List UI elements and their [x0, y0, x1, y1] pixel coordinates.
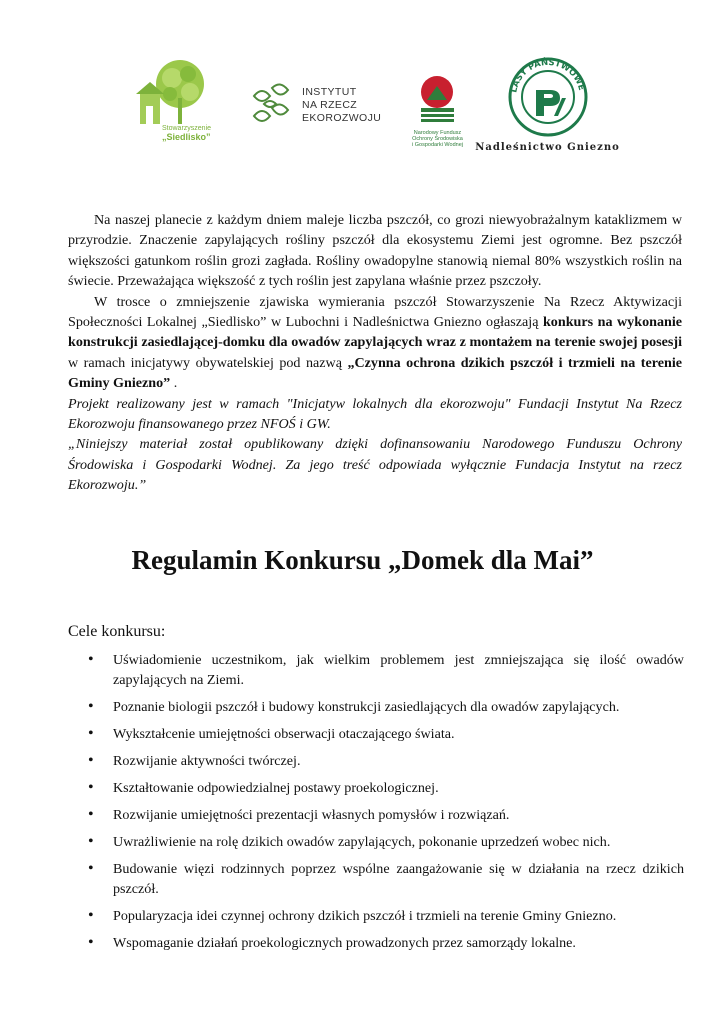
nfos-line1: Narodowy Fundusz [413, 130, 462, 136]
leaf-cluster-icon [248, 82, 294, 130]
list-item: • Budowanie więzi rodzinnych poprzez wspólne zaangażowanie się w działania na rzecz dzikich pszczół. [88, 859, 684, 899]
nfos-logo [405, 72, 470, 148]
project-note: Projekt realizowany jest w ramach "Inicjatyw lokalnych dla ekorozwoju" Fundacji Instytut Na Rzecz Ekorozwoju finansowanego przez NFOŚ i GW. [68, 395, 682, 433]
intro-paragraph-1: Na naszej planecie z każdym dniem maleje liczba pszczół, co grozi niewyobrażalnym kataklizmem w przyrodzie. Znaczenie zapylających rośliny pszczół dla ekosystemu Ziemi jest ogromne. Bez pszczół większości gatunkom roślin grozi zagłada. Rośliny owadopylne stanowią niemal 80% wszystkich roślin na świecie. Przeważająca większość z tych roślin jest zapylana właśnie przez pszczoły. [68, 212, 682, 290]
list-item: • Rozwijanie aktywności twórczej. [88, 751, 684, 771]
goals-heading: Cele konkursu: [68, 623, 166, 640]
siedlisko-line1: Stowarzyszenie [162, 125, 212, 132]
logo-bar [0, 50, 725, 160]
initiative-name-bold: „Czynna ochrona dzikich pszczół i trzmieli na terenie Gminy Gniezno” [68, 354, 682, 392]
siedlisko-logo [132, 58, 216, 144]
ine-logo [248, 82, 382, 138]
ine-line2: NA RZECZ [302, 99, 358, 111]
list-item: • Popularyzacja idei czynnej ochrony dzikich pszczół i trzmieli na terenie Gminy Gniezno. [88, 906, 684, 926]
list-item: • Uświadomienie uczestnikom, jak wielkim problemem jest zmniejszająca się ilość owadów zapylających na Ziemi. [88, 650, 684, 690]
list-item: • Kształtowanie odpowiedzialnej postawy proekologicznej. [88, 778, 684, 798]
list-item: • Wspomaganie działań proekologicznych prowadzonych przez samorządy lokalne. [88, 933, 684, 953]
intro-paragraph-2 [68, 292, 682, 394]
page-title: Regulamin Konkursu „Domek dla Mai” [131, 545, 594, 575]
list-item: • Rozwijanie umiejętności prezentacji własnych pomysłów i rozwiązań. [88, 805, 684, 825]
tree-house-icon [132, 58, 216, 128]
ine-text [302, 86, 381, 125]
contest-name-bold: konkurs na wykonanie konstrukcji zasiedlającej-domku dla owadów zapylających wraz z montażem na terenie swojej posesji [68, 314, 683, 351]
lp-ring-text: LASY PAŃSTWOWE [509, 57, 587, 94]
lasy-panstwowe-logo [470, 50, 630, 158]
nfos-text [405, 130, 470, 149]
nfos-line2: Ochrony Środowiska [412, 136, 463, 143]
nadlesnictwo-caption: Nadleśnictwo Gniezno [475, 142, 620, 153]
intro-section [68, 210, 682, 496]
intro-p2-text-e: . [170, 375, 178, 392]
goals-list [88, 650, 684, 960]
list-item: • Uwrażliwienie na rolę dzikich owadów zapylających, pokonanie uprzedzeń wobec nich. [88, 832, 684, 852]
lasy-panstwowe-emblem-icon [470, 50, 630, 140]
nfos-emblem-icon [405, 72, 470, 128]
funding-note: „Niniejszy materiał został opublikowany dzięki dofinansowaniu Narodowego Funduszu Ochrony Środowiska i Gospodarki Wodnej. Za jego treść odpowiada wyłącznie Fundacja Instytut na rzecz Ekorozwoju.” [68, 436, 682, 494]
intro-p2-text-c: w ramach inicjatywy obywatelskiej pod nazwą [68, 354, 348, 371]
list-item: • Wykształcenie umiejętności obserwacji otaczającego świata. [88, 724, 684, 744]
siedlisko-line2: „Siedlisko” [162, 132, 211, 142]
ine-line1: INSTYTUT [302, 86, 357, 98]
list-item: • Poznanie biologii pszczół i budowy konstrukcji zasiedlających dla owadów zapylających. [88, 697, 684, 717]
ine-line3: EKOROZWOJU [302, 112, 382, 124]
nfos-line3: i Gospodarki Wodnej [412, 142, 463, 149]
siedlisko-caption [162, 125, 211, 143]
intro-p2-text-a: W trosce o zmniejszenie zjawiska wymierania pszczół Stowarzyszenie Na Rzecz Aktywizacji Społeczności Lokalnej „Siedlisko” w Lubochni i Nadleśnictwa Gniezno ogłaszają [68, 293, 682, 331]
